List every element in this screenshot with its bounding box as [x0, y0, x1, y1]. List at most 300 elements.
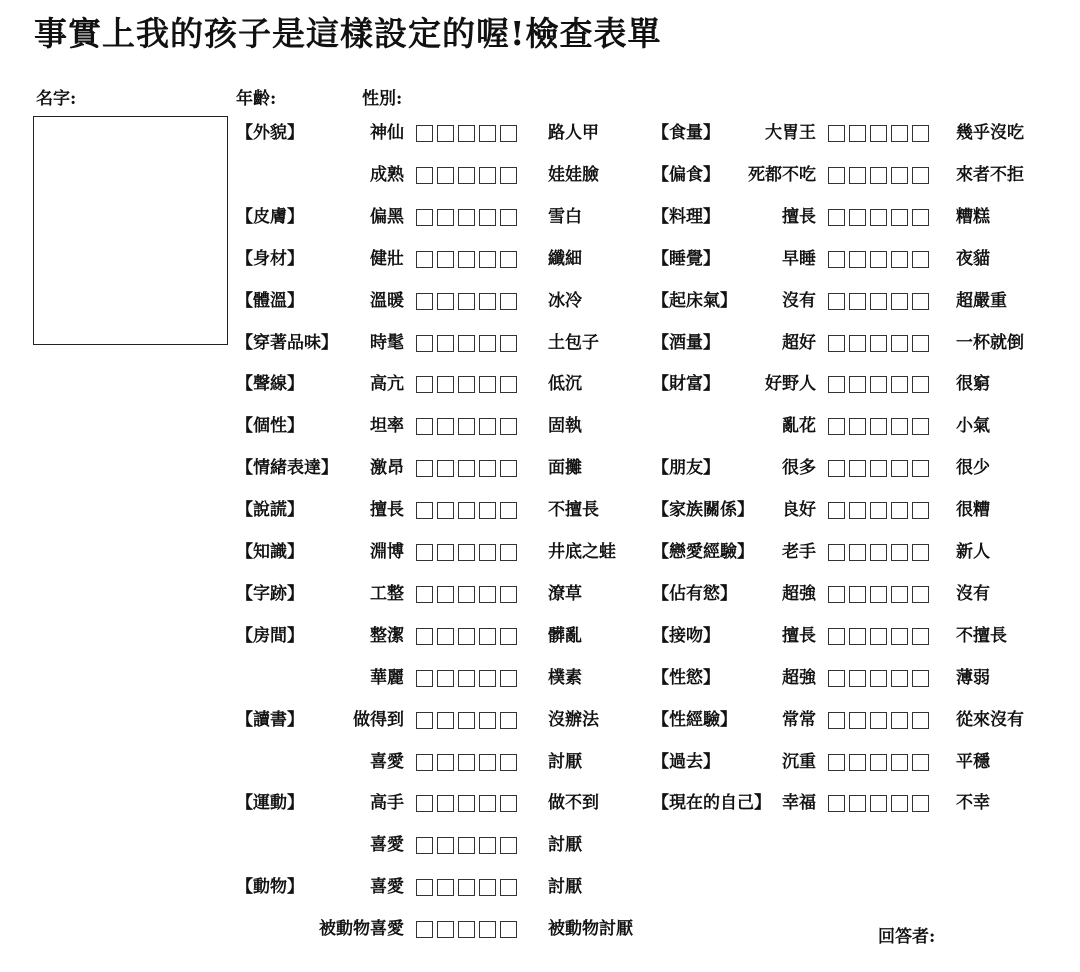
right-row-17-right-label: 不幸 [956, 793, 990, 814]
photo-box[interactable] [33, 116, 228, 345]
right-row-3-checkbox-1[interactable] [828, 209, 845, 226]
left-row-7-scale [416, 376, 517, 393]
left-row-16-scale [416, 754, 517, 771]
left-row-12-checkbox-1[interactable] [416, 586, 433, 603]
left-row-13-checkbox-5[interactable] [500, 628, 517, 645]
left-row-19-right-label: 討厭 [548, 877, 582, 898]
left-row-15-checkbox-3[interactable] [458, 712, 475, 729]
right-row-9-category: 【朋友】 [652, 458, 720, 479]
left-row-6-checkbox-5[interactable] [500, 335, 517, 352]
left-row-15-scale [416, 712, 517, 729]
right-row-16-checkbox-5[interactable] [912, 754, 929, 771]
right-row-17-checkbox-2[interactable] [849, 795, 866, 812]
right-row-2-checkbox-2[interactable] [849, 167, 866, 184]
right-row-16-scale [828, 754, 929, 771]
right-row-5-scale [828, 293, 929, 310]
right-row-15-checkbox-1[interactable] [828, 712, 845, 729]
left-row-6-right-label: 土包子 [548, 332, 599, 353]
left-row-4-checkbox-5[interactable] [500, 251, 517, 268]
left-row-10-scale [416, 502, 517, 519]
right-row-2-checkbox-4[interactable] [891, 167, 908, 184]
right-row-8-checkbox-2[interactable] [849, 418, 866, 435]
left-row-4-right-label: 纖細 [548, 248, 582, 269]
right-row-15-right-label: 從來沒有 [956, 709, 1024, 730]
left-row-5-checkbox-4[interactable] [479, 293, 496, 310]
right-row-9-checkbox-1[interactable] [828, 460, 845, 477]
left-row-16-checkbox-4[interactable] [479, 754, 496, 771]
left-row-3-category: 【皮膚】 [236, 206, 304, 227]
left-row-7-checkbox-5[interactable] [500, 376, 517, 393]
left-row-7-checkbox-3[interactable] [458, 376, 475, 393]
left-row-11-checkbox-5[interactable] [500, 544, 517, 561]
right-row-7-checkbox-5[interactable] [912, 376, 929, 393]
left-row-10-checkbox-1[interactable] [416, 502, 433, 519]
left-row-3-scale [416, 209, 517, 226]
left-row-3-checkbox-2[interactable] [437, 209, 454, 226]
right-row-16-category: 【過去】 [652, 751, 720, 772]
left-row-1-checkbox-2[interactable] [437, 125, 454, 142]
right-row-7-checkbox-2[interactable] [849, 376, 866, 393]
left-row-8-checkbox-5[interactable] [500, 418, 517, 435]
right-row-17-left-label: 幸福 [782, 793, 816, 814]
left-row-9-scale [416, 460, 517, 477]
left-row-19-checkbox-2[interactable] [437, 879, 454, 896]
right-row-10-checkbox-3[interactable] [870, 502, 887, 519]
right-row-7-checkbox-3[interactable] [870, 376, 887, 393]
left-row-17-checkbox-1[interactable] [416, 795, 433, 812]
left-row-5-checkbox-2[interactable] [437, 293, 454, 310]
left-row-6-checkbox-1[interactable] [416, 335, 433, 352]
right-row-10-category: 【家族關係】 [652, 500, 754, 521]
right-row-8-checkbox-5[interactable] [912, 418, 929, 435]
left-row-2-right-label: 娃娃臉 [548, 164, 599, 185]
right-row-4-left-label: 早睡 [782, 248, 816, 269]
right-row-1-checkbox-3[interactable] [870, 125, 887, 142]
right-row-17-checkbox-4[interactable] [891, 795, 908, 812]
left-row-11-checkbox-1[interactable] [416, 544, 433, 561]
left-row-2-left-label: 成熟 [370, 164, 404, 185]
left-row-7-left-label: 高亢 [370, 374, 404, 395]
right-row-10-right-label: 很糟 [956, 500, 990, 521]
left-row-17-checkbox-5[interactable] [500, 795, 517, 812]
left-row-16-checkbox-3[interactable] [458, 754, 475, 771]
left-row-13-category: 【房間】 [236, 625, 304, 646]
left-row-8-scale [416, 418, 517, 435]
left-row-1-right-label: 路人甲 [548, 123, 599, 143]
right-row-8-left-label: 亂花 [782, 416, 816, 437]
right-row-13-checkbox-4[interactable] [891, 628, 908, 645]
left-row-4-checkbox-2[interactable] [437, 251, 454, 268]
right-row-17-category: 【現在的自己】 [652, 793, 771, 814]
right-row-9-right-label: 很少 [956, 458, 990, 479]
right-row-7-left-label: 好野人 [765, 374, 816, 395]
left-row-18-right-label: 討厭 [548, 835, 582, 856]
left-row-16-checkbox-2[interactable] [437, 754, 454, 771]
left-row-20-checkbox-4[interactable] [479, 921, 496, 938]
right-row-6-checkbox-3[interactable] [870, 335, 887, 352]
right-row-3-right-label: 糟糕 [956, 206, 990, 227]
left-row-14-checkbox-2[interactable] [437, 670, 454, 687]
right-row-16-checkbox-2[interactable] [849, 754, 866, 771]
left-row-14-checkbox-5[interactable] [500, 670, 517, 687]
right-row-12-checkbox-5[interactable] [912, 586, 929, 603]
right-row-10-checkbox-4[interactable] [891, 502, 908, 519]
left-row-2-checkbox-5[interactable] [500, 167, 517, 184]
left-row-5-checkbox-1[interactable] [416, 293, 433, 310]
right-row-1-checkbox-4[interactable] [891, 125, 908, 142]
left-row-20-checkbox-3[interactable] [458, 921, 475, 938]
left-row-2-checkbox-1[interactable] [416, 167, 433, 184]
right-row-13-category: 【接吻】 [652, 625, 720, 646]
right-row-14-checkbox-2[interactable] [849, 670, 866, 687]
right-row-11-checkbox-4[interactable] [891, 544, 908, 561]
left-row-16-right-label: 討厭 [548, 751, 582, 772]
right-row-12-checkbox-3[interactable] [870, 586, 887, 603]
left-row-18-checkbox-1[interactable] [416, 837, 433, 854]
right-row-2-checkbox-1[interactable] [828, 167, 845, 184]
left-row-13-scale [416, 628, 517, 645]
right-row-13-left-label: 擅長 [782, 625, 816, 646]
right-row-13-scale [828, 628, 929, 645]
right-row-1-right-label: 幾乎沒吃 [956, 123, 1024, 143]
left-row-17-category: 【運動】 [236, 793, 304, 814]
right-row-1-category: 【食量】 [652, 123, 720, 143]
right-row-5-checkbox-1[interactable] [828, 293, 845, 310]
left-row-20-right-label: 被動物討厭 [548, 919, 633, 940]
left-row-10-checkbox-2[interactable] [437, 502, 454, 519]
right-row-6-left-label: 超好 [782, 332, 816, 353]
left-row-8-checkbox-2[interactable] [437, 418, 454, 435]
right-row-2-right-label: 來者不拒 [956, 164, 1024, 185]
right-row-15-checkbox-5[interactable] [912, 712, 929, 729]
right-row-12-checkbox-4[interactable] [891, 586, 908, 603]
left-row-8-checkbox-3[interactable] [458, 418, 475, 435]
right-row-14-scale [828, 670, 929, 687]
right-row-1-checkbox-2[interactable] [849, 125, 866, 142]
right-row-10-left-label: 良好 [782, 500, 816, 521]
left-row-2-scale [416, 167, 517, 184]
right-row-7-checkbox-1[interactable] [828, 376, 845, 393]
right-row-4-checkbox-5[interactable] [912, 251, 929, 268]
left-row-4-left-label: 健壯 [370, 248, 404, 269]
left-row-14-right-label: 樸素 [548, 667, 582, 688]
right-row-13-checkbox-2[interactable] [849, 628, 866, 645]
left-row-10-checkbox-3[interactable] [458, 502, 475, 519]
left-row-19-category: 【動物】 [236, 877, 304, 898]
page-title: 事實上我的孩子是這樣設定的喔!檢查表單 [34, 14, 662, 53]
right-row-14-checkbox-1[interactable] [828, 670, 845, 687]
right-row-11-category: 【戀愛經驗】 [652, 542, 754, 562]
right-row-2-checkbox-3[interactable] [870, 167, 887, 184]
left-row-16-checkbox-5[interactable] [500, 754, 517, 771]
right-row-11-scale [828, 544, 929, 561]
right-row-13-checkbox-5[interactable] [912, 628, 929, 645]
left-row-12-scale [416, 586, 517, 603]
right-row-17-checkbox-1[interactable] [828, 795, 845, 812]
right-row-14-left-label: 超強 [782, 667, 816, 688]
right-row-1-scale [828, 125, 929, 142]
left-row-9-checkbox-5[interactable] [500, 460, 517, 477]
left-row-2-checkbox-4[interactable] [479, 167, 496, 184]
right-row-6-category: 【酒量】 [652, 332, 720, 353]
right-row-11-checkbox-2[interactable] [849, 544, 866, 561]
left-row-17-checkbox-3[interactable] [458, 795, 475, 812]
right-row-11-checkbox-5[interactable] [912, 544, 929, 561]
left-row-4-checkbox-1[interactable] [416, 251, 433, 268]
left-row-5-checkbox-5[interactable] [500, 293, 517, 310]
left-row-7-checkbox-1[interactable] [416, 376, 433, 393]
left-row-17-checkbox-2[interactable] [437, 795, 454, 812]
left-row-20-checkbox-1[interactable] [416, 921, 433, 938]
left-row-6-checkbox-4[interactable] [479, 335, 496, 352]
left-row-11-scale [416, 544, 517, 561]
right-row-6-checkbox-1[interactable] [828, 335, 845, 352]
right-row-3-checkbox-4[interactable] [891, 209, 908, 226]
left-row-15-checkbox-5[interactable] [500, 712, 517, 729]
right-row-10-checkbox-2[interactable] [849, 502, 866, 519]
left-row-18-left-label: 喜愛 [370, 835, 404, 856]
responder-label: 回答者: [878, 927, 936, 947]
left-row-18-checkbox-2[interactable] [437, 837, 454, 854]
left-row-15-category: 【讀書】 [236, 709, 304, 730]
left-row-20-checkbox-2[interactable] [437, 921, 454, 938]
left-row-12-left-label: 工整 [370, 583, 404, 604]
left-row-12-checkbox-3[interactable] [458, 586, 475, 603]
right-row-8-checkbox-3[interactable] [870, 418, 887, 435]
left-row-2-checkbox-3[interactable] [458, 167, 475, 184]
left-row-5-category: 【體溫】 [236, 290, 304, 311]
left-row-16-left-label: 喜愛 [370, 751, 404, 772]
right-row-8-right-label: 小氣 [956, 416, 990, 437]
right-row-14-checkbox-4[interactable] [891, 670, 908, 687]
right-row-17-scale [828, 795, 929, 812]
right-row-2-scale [828, 167, 929, 184]
right-row-8-scale [828, 418, 929, 435]
left-row-10-right-label: 不擅長 [548, 500, 599, 521]
right-row-5-checkbox-3[interactable] [870, 293, 887, 310]
right-row-13-checkbox-1[interactable] [828, 628, 845, 645]
left-row-11-checkbox-3[interactable] [458, 544, 475, 561]
right-row-7-category: 【財富】 [652, 374, 720, 395]
left-row-7-checkbox-2[interactable] [437, 376, 454, 393]
left-row-3-checkbox-5[interactable] [500, 209, 517, 226]
right-row-5-checkbox-2[interactable] [849, 293, 866, 310]
right-row-1-checkbox-1[interactable] [828, 125, 845, 142]
left-row-15-checkbox-4[interactable] [479, 712, 496, 729]
right-row-3-checkbox-2[interactable] [849, 209, 866, 226]
left-row-1-category: 【外貌】 [236, 123, 304, 143]
left-row-1-checkbox-4[interactable] [479, 125, 496, 142]
left-row-15-left-label: 做得到 [353, 709, 404, 730]
left-row-11-checkbox-4[interactable] [479, 544, 496, 561]
left-row-9-category: 【情緒表達】 [236, 458, 338, 479]
right-row-8-checkbox-1[interactable] [828, 418, 845, 435]
left-row-10-category: 【說謊】 [236, 500, 304, 521]
left-row-20-checkbox-5[interactable] [500, 921, 517, 938]
right-row-6-checkbox-4[interactable] [891, 335, 908, 352]
left-row-4-checkbox-3[interactable] [458, 251, 475, 268]
right-row-2-category: 【偏食】 [652, 164, 720, 185]
left-row-4-category: 【身材】 [236, 248, 304, 269]
left-row-15-checkbox-1[interactable] [416, 712, 433, 729]
left-row-4-scale [416, 251, 517, 268]
left-row-9-checkbox-1[interactable] [416, 460, 433, 477]
right-row-14-checkbox-3[interactable] [870, 670, 887, 687]
left-row-19-left-label: 喜愛 [370, 877, 404, 898]
left-row-17-left-label: 高手 [370, 793, 404, 814]
left-row-11-checkbox-2[interactable] [437, 544, 454, 561]
left-row-14-checkbox-4[interactable] [479, 670, 496, 687]
left-row-10-checkbox-5[interactable] [500, 502, 517, 519]
right-row-17-checkbox-5[interactable] [912, 795, 929, 812]
right-row-12-checkbox-1[interactable] [828, 586, 845, 603]
right-row-10-checkbox-1[interactable] [828, 502, 845, 519]
left-row-9-left-label: 激昂 [370, 458, 404, 479]
left-row-18-checkbox-3[interactable] [458, 837, 475, 854]
left-row-12-category: 【字跡】 [236, 583, 304, 604]
right-row-16-checkbox-1[interactable] [828, 754, 845, 771]
right-row-3-checkbox-3[interactable] [870, 209, 887, 226]
left-row-3-right-label: 雪白 [548, 206, 582, 227]
left-row-7-checkbox-4[interactable] [479, 376, 496, 393]
left-row-17-right-label: 做不到 [548, 793, 599, 814]
age-label: 年齡: [236, 89, 277, 109]
left-row-19-checkbox-3[interactable] [458, 879, 475, 896]
right-row-4-checkbox-2[interactable] [849, 251, 866, 268]
right-row-13-checkbox-3[interactable] [870, 628, 887, 645]
left-row-16-checkbox-1[interactable] [416, 754, 433, 771]
left-row-12-checkbox-2[interactable] [437, 586, 454, 603]
left-row-6-checkbox-3[interactable] [458, 335, 475, 352]
left-row-12-checkbox-4[interactable] [479, 586, 496, 603]
left-row-2-checkbox-2[interactable] [437, 167, 454, 184]
left-row-1-checkbox-5[interactable] [500, 125, 517, 142]
left-row-8-left-label: 坦率 [370, 416, 404, 437]
right-row-15-checkbox-2[interactable] [849, 712, 866, 729]
right-row-6-scale [828, 335, 929, 352]
left-row-9-checkbox-3[interactable] [458, 460, 475, 477]
left-row-8-checkbox-1[interactable] [416, 418, 433, 435]
left-row-3-left-label: 偏黑 [370, 206, 404, 227]
left-row-6-checkbox-2[interactable] [437, 335, 454, 352]
right-row-15-checkbox-3[interactable] [870, 712, 887, 729]
left-row-3-checkbox-4[interactable] [479, 209, 496, 226]
left-row-13-checkbox-2[interactable] [437, 628, 454, 645]
left-row-6-category: 【穿著品味】 [236, 332, 338, 353]
left-row-17-scale [416, 795, 517, 812]
right-row-5-left-label: 沒有 [782, 290, 816, 311]
right-row-9-scale [828, 460, 929, 477]
left-row-19-checkbox-5[interactable] [500, 879, 517, 896]
left-row-14-left-label: 華麗 [370, 667, 404, 688]
right-row-15-checkbox-4[interactable] [891, 712, 908, 729]
left-row-14-scale [416, 670, 517, 687]
left-row-1-scale [416, 125, 517, 142]
left-row-9-checkbox-2[interactable] [437, 460, 454, 477]
right-row-14-checkbox-5[interactable] [912, 670, 929, 687]
left-row-5-checkbox-3[interactable] [458, 293, 475, 310]
right-row-14-right-label: 薄弱 [956, 667, 990, 688]
left-row-19-scale [416, 879, 517, 896]
left-row-3-checkbox-3[interactable] [458, 209, 475, 226]
left-row-13-checkbox-4[interactable] [479, 628, 496, 645]
left-row-13-checkbox-1[interactable] [416, 628, 433, 645]
left-row-19-checkbox-4[interactable] [479, 879, 496, 896]
right-row-5-checkbox-4[interactable] [891, 293, 908, 310]
left-row-10-checkbox-4[interactable] [479, 502, 496, 519]
left-row-13-left-label: 整潔 [370, 625, 404, 646]
left-row-14-checkbox-3[interactable] [458, 670, 475, 687]
right-row-1-checkbox-5[interactable] [912, 125, 929, 142]
name-label: 名字: [36, 89, 77, 109]
right-row-4-checkbox-1[interactable] [828, 251, 845, 268]
right-row-15-scale [828, 712, 929, 729]
right-row-5-right-label: 超嚴重 [956, 290, 1007, 311]
right-row-9-checkbox-4[interactable] [891, 460, 908, 477]
right-row-8-checkbox-4[interactable] [891, 418, 908, 435]
right-row-15-left-label: 常常 [782, 709, 816, 730]
right-row-7-scale [828, 376, 929, 393]
left-row-1-checkbox-1[interactable] [416, 125, 433, 142]
right-row-4-category: 【睡覺】 [652, 248, 720, 269]
left-row-8-category: 【個性】 [236, 416, 304, 437]
right-row-6-right-label: 一杯就倒 [956, 332, 1024, 353]
left-row-9-checkbox-4[interactable] [479, 460, 496, 477]
right-row-3-left-label: 擅長 [782, 206, 816, 227]
left-row-4-checkbox-4[interactable] [479, 251, 496, 268]
right-row-11-checkbox-1[interactable] [828, 544, 845, 561]
left-row-17-checkbox-4[interactable] [479, 795, 496, 812]
right-row-5-checkbox-5[interactable] [912, 293, 929, 310]
right-row-13-right-label: 不擅長 [956, 625, 1007, 646]
right-row-17-checkbox-3[interactable] [870, 795, 887, 812]
left-row-13-checkbox-3[interactable] [458, 628, 475, 645]
left-row-7-category: 【聲線】 [236, 374, 304, 395]
right-row-12-checkbox-2[interactable] [849, 586, 866, 603]
right-row-9-checkbox-5[interactable] [912, 460, 929, 477]
right-row-16-checkbox-4[interactable] [891, 754, 908, 771]
left-row-14-checkbox-1[interactable] [416, 670, 433, 687]
left-row-15-checkbox-2[interactable] [437, 712, 454, 729]
right-row-3-checkbox-5[interactable] [912, 209, 929, 226]
left-row-11-left-label: 淵博 [370, 542, 404, 562]
left-row-6-scale [416, 335, 517, 352]
right-row-11-checkbox-3[interactable] [870, 544, 887, 561]
left-row-3-checkbox-1[interactable] [416, 209, 433, 226]
right-row-4-right-label: 夜貓 [956, 248, 990, 269]
left-row-8-checkbox-4[interactable] [479, 418, 496, 435]
right-row-10-checkbox-5[interactable] [912, 502, 929, 519]
right-row-4-scale [828, 251, 929, 268]
left-row-12-checkbox-5[interactable] [500, 586, 517, 603]
left-row-18-checkbox-5[interactable] [500, 837, 517, 854]
left-row-18-checkbox-4[interactable] [479, 837, 496, 854]
right-row-4-checkbox-3[interactable] [870, 251, 887, 268]
left-row-5-right-label: 冰冷 [548, 290, 582, 311]
gender-label: 性別: [362, 89, 403, 109]
right-row-2-checkbox-5[interactable] [912, 167, 929, 184]
left-row-9-right-label: 面攤 [548, 458, 582, 479]
left-row-19-checkbox-1[interactable] [416, 879, 433, 896]
right-row-16-checkbox-3[interactable] [870, 754, 887, 771]
right-row-9-checkbox-2[interactable] [849, 460, 866, 477]
right-row-7-checkbox-4[interactable] [891, 376, 908, 393]
right-row-6-checkbox-2[interactable] [849, 335, 866, 352]
right-row-9-checkbox-3[interactable] [870, 460, 887, 477]
right-row-6-checkbox-5[interactable] [912, 335, 929, 352]
left-row-1-checkbox-3[interactable] [458, 125, 475, 142]
right-row-4-checkbox-4[interactable] [891, 251, 908, 268]
